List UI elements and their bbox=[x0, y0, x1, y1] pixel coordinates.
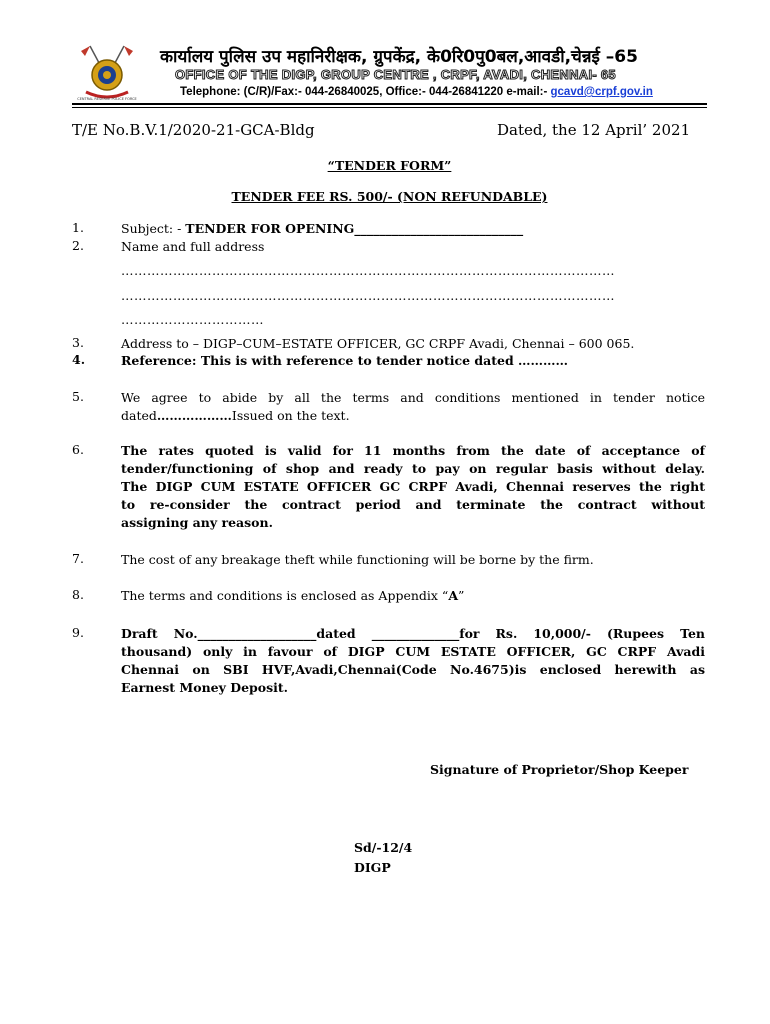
reference-number: T/E No.B.V.1/2020-21-GCA-Bldg bbox=[72, 121, 315, 139]
signatory-title: DIGP bbox=[354, 860, 391, 875]
item-validity-line4: to re-consider the contract period and terminate the contract without bbox=[121, 497, 705, 512]
item-number: 9. bbox=[72, 625, 84, 640]
item-draft-line3: Chennai on SBI HVF,Avadi,Chennai(Code No.4675)is enclosed herewith as bbox=[121, 662, 705, 677]
item-number: 2. bbox=[72, 238, 84, 253]
appendix-text: The terms and conditions is enclosed as Appendix “ bbox=[121, 588, 449, 603]
item-number: 7. bbox=[72, 551, 84, 566]
item-agreement-line1: We agree to abide by all the terms and conditions mentioned in tender notice bbox=[121, 390, 705, 405]
address-line-3: …………………………… bbox=[121, 312, 264, 327]
signed-block bbox=[354, 838, 412, 878]
appendix-close-quote: ” bbox=[458, 588, 465, 603]
office-title-hindi: कार्यालय पुलिस उप महानिरीक्षक, ग्रुपकेंद्र, के0रि0पु0बल,आवडी,चेन्नई –65 bbox=[160, 47, 638, 67]
item-name-address: Name and full address bbox=[121, 239, 265, 254]
contact-line bbox=[180, 86, 653, 98]
email-link[interactable]: gcavd@crpf.gov.in bbox=[550, 86, 653, 98]
item-subject bbox=[121, 220, 705, 238]
item-validity-line5: assigning any reason. bbox=[121, 515, 273, 530]
tender-form-title: “TENDER FORM” bbox=[327, 158, 452, 173]
issued-text: Issued on the text. bbox=[231, 408, 350, 423]
tender-fee: TENDER FEE RS. 500/- (NON REFUNDABLE) bbox=[231, 189, 548, 204]
appendix-letter: A bbox=[448, 588, 459, 603]
svg-text:CENTRAL RESERVE POLICE FORCE: CENTRAL RESERVE POLICE FORCE bbox=[77, 97, 137, 101]
telephone-text: Telephone: (C/R)/Fax:- 044-26840025, Office:- 044-26841220 e-mail:- bbox=[180, 86, 548, 98]
item-draft-line1: Draft No.___________________dated ______________for Rs. 10,000/- (Rupees Ten bbox=[121, 626, 705, 641]
item-reference: Reference: This is with reference to tender notice dated ………… bbox=[121, 353, 569, 368]
item-number: 6. bbox=[72, 442, 84, 457]
dated-blank: ……………… bbox=[156, 408, 232, 423]
item-number: 3. bbox=[72, 335, 84, 350]
subject-value: TENDER FOR OPENING___________________________ bbox=[185, 221, 524, 236]
item-agreement-line2 bbox=[121, 407, 705, 425]
document-date: Dated, the 12 April’ 2021 bbox=[497, 121, 691, 139]
item-validity-line2: tender/functioning of shop and ready to pay on regular basis without delay. bbox=[121, 461, 705, 476]
signed-date: Sd/-12/4 bbox=[354, 840, 413, 855]
subject-label: Subject: - bbox=[121, 221, 186, 236]
item-draft-line4: Earnest Money Deposit. bbox=[121, 680, 289, 695]
header-divider bbox=[72, 103, 707, 105]
item-number: 1. bbox=[72, 220, 84, 235]
item-validity-line1: The rates quoted is valid for 11 months from the date of acceptance of bbox=[121, 443, 705, 458]
address-line-1: …………………………………………………………………………………………………… bbox=[121, 263, 615, 278]
office-title-english: OFFICE OF THE DIGP, GROUP CENTRE , CRPF, AVADI, CHENNAI- 65 bbox=[175, 67, 616, 82]
item-number: 5. bbox=[72, 389, 84, 404]
address-line-2: …………………………………………………………………………………………………… bbox=[121, 288, 615, 303]
item-appendix bbox=[121, 587, 705, 605]
item-address-to: Address to – DIGP–CUM–ESTATE OFFICER, GC CRPF Avadi, Chennai – 600 065. bbox=[121, 336, 635, 351]
signature-label: Signature of Proprietor/Shop Keeper bbox=[430, 762, 689, 777]
item-validity-line3: The DIGP CUM ESTATE OFFICER GC CRPF Avadi, Chennai reserves the right bbox=[121, 479, 705, 494]
item-breakage: The cost of any breakage theft while functioning will be borne by the firm. bbox=[121, 552, 594, 567]
header-divider-thin bbox=[72, 107, 707, 108]
dated-label: dated bbox=[121, 408, 157, 423]
crpf-emblem-logo bbox=[76, 42, 138, 104]
item-draft-line2: thousand) only in favour of DIGP CUM ESTATE OFFICER, GC CRPF Avadi bbox=[121, 644, 705, 659]
item-number: 8. bbox=[72, 587, 84, 602]
item-number: 4. bbox=[72, 352, 86, 367]
